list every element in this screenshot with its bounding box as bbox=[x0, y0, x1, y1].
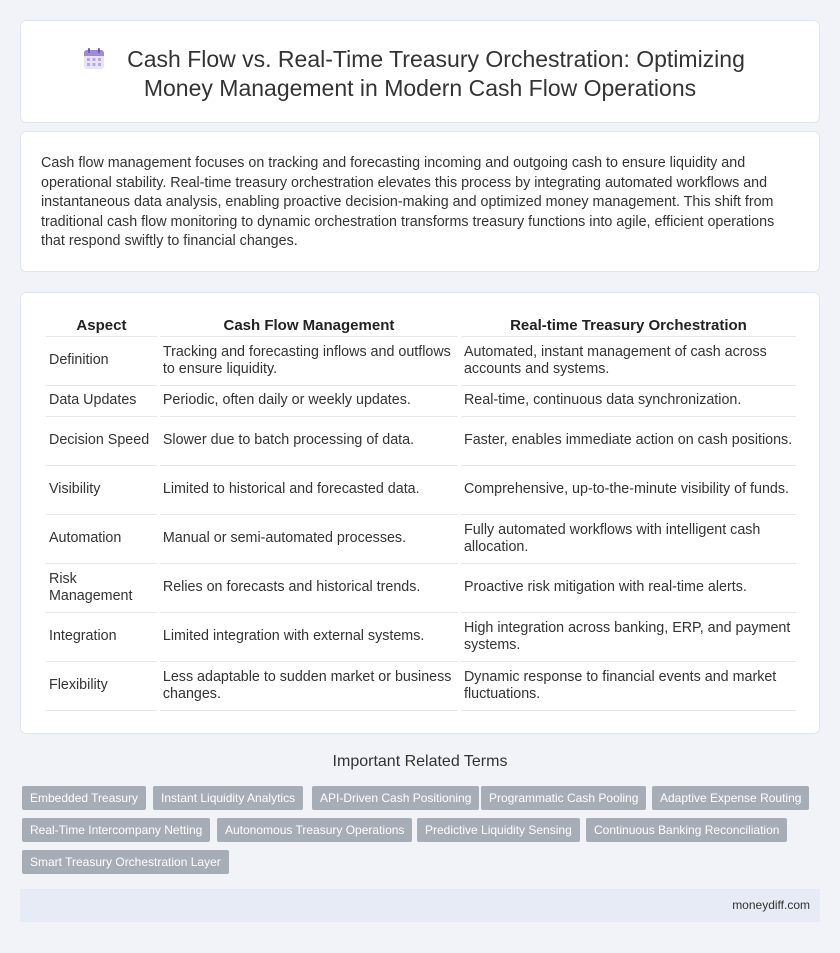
table-row bbox=[46, 386, 796, 417]
related-term-tag[interactable]: Adaptive Expense Routing bbox=[652, 786, 809, 810]
cell-aspect: Definition bbox=[46, 337, 157, 386]
cell-real-time: Dynamic response to financial events and market fluctuations. bbox=[461, 662, 796, 711]
cell-real-time: Real-time, continuous data synchronization. bbox=[461, 386, 796, 417]
cell-real-time: Proactive risk mitigation with real-time alerts. bbox=[461, 564, 796, 613]
footer-site: moneydiff.com bbox=[732, 898, 810, 912]
cell-aspect: Decision Speed bbox=[46, 417, 157, 466]
related-terms-title: Important Related Terms bbox=[332, 753, 508, 770]
cell-aspect: Automation bbox=[46, 515, 157, 564]
table-header-row bbox=[46, 315, 796, 337]
table-row bbox=[46, 613, 796, 662]
intro-card bbox=[20, 131, 820, 272]
cell-cash-flow: Limited integration with external systems. bbox=[160, 613, 458, 662]
related-term-tag[interactable]: Smart Treasury Orchestration Layer bbox=[22, 850, 229, 874]
related-term-tag[interactable]: Autonomous Treasury Operations bbox=[217, 818, 412, 842]
cell-aspect: Risk Management bbox=[46, 564, 157, 613]
intro-paragraph: Cash flow management focuses on tracking and forecasting incoming and outgoing cash to ensure liquidity and operational stability. Real-time treasury orchestration elevates this process by integrating automated workflows and instantaneous data analysis, enabling proactive decision-making and optimized money management. This shift from traditional cash flow monitoring to dynamic orchestration transforms treasury functions into agile, efficient operations that respond swiftly to financial changes. bbox=[41, 155, 775, 250]
title-card bbox=[20, 20, 820, 123]
table-row bbox=[46, 515, 796, 564]
header-real-time: Real-time Treasury Orchestration bbox=[461, 315, 796, 337]
cell-real-time: Fully automated workflows with intelligent cash allocation. bbox=[461, 515, 796, 564]
cell-aspect: Data Updates bbox=[46, 386, 157, 417]
cell-aspect: Flexibility bbox=[46, 662, 157, 711]
related-term-tag[interactable]: Embedded Treasury bbox=[22, 786, 146, 810]
related-term-tag[interactable]: Continuous Banking Reconciliation bbox=[586, 818, 787, 842]
table-row bbox=[46, 337, 796, 386]
related-term-tag[interactable]: Programmatic Cash Pooling bbox=[481, 786, 646, 810]
page-title bbox=[21, 45, 819, 103]
cell-cash-flow: Relies on forecasts and historical trends. bbox=[160, 564, 458, 613]
cell-cash-flow: Limited to historical and forecasted data. bbox=[160, 466, 458, 515]
related-term-tag[interactable]: Real-Time Intercompany Netting bbox=[22, 818, 210, 842]
related-term-tag[interactable]: Predictive Liquidity Sensing bbox=[417, 818, 580, 842]
header-cash-flow: Cash Flow Management bbox=[160, 315, 458, 337]
table-row bbox=[46, 564, 796, 613]
cell-real-time: Faster, enables immediate action on cash positions. bbox=[461, 417, 796, 466]
related-term-tag[interactable]: Instant Liquidity Analytics bbox=[153, 786, 303, 810]
cell-aspect: Integration bbox=[46, 613, 157, 662]
cell-cash-flow: Slower due to batch processing of data. bbox=[160, 417, 458, 466]
related-term-tag[interactable]: API-Driven Cash Positioning bbox=[312, 786, 479, 810]
table-row bbox=[46, 466, 796, 515]
cell-cash-flow: Periodic, often daily or weekly updates. bbox=[160, 386, 458, 417]
cell-real-time: Comprehensive, up-to-the-minute visibility of funds. bbox=[461, 466, 796, 515]
page-title-line-2: Money Management in Modern Cash Flow Operations bbox=[143, 75, 697, 101]
cell-real-time: Automated, instant management of cash across accounts and systems. bbox=[461, 337, 796, 386]
cell-cash-flow: Manual or semi-automated processes. bbox=[160, 515, 458, 564]
table-row bbox=[46, 662, 796, 711]
table-row bbox=[46, 417, 796, 466]
comparison-table-card bbox=[20, 292, 820, 734]
page-title-line-1: Cash Flow vs. Real-Time Treasury Orchestration: Optimizing bbox=[127, 46, 745, 72]
cell-real-time: High integration across banking, ERP, and payment systems. bbox=[461, 613, 796, 662]
header-aspect: Aspect bbox=[46, 315, 157, 337]
cell-aspect: Visibility bbox=[46, 466, 157, 515]
comparison-table bbox=[43, 315, 799, 711]
footer bbox=[20, 889, 820, 922]
cell-cash-flow: Less adaptable to sudden market or business changes. bbox=[160, 662, 458, 711]
cell-cash-flow: Tracking and forecasting inflows and outflows to ensure liquidity. bbox=[160, 337, 458, 386]
